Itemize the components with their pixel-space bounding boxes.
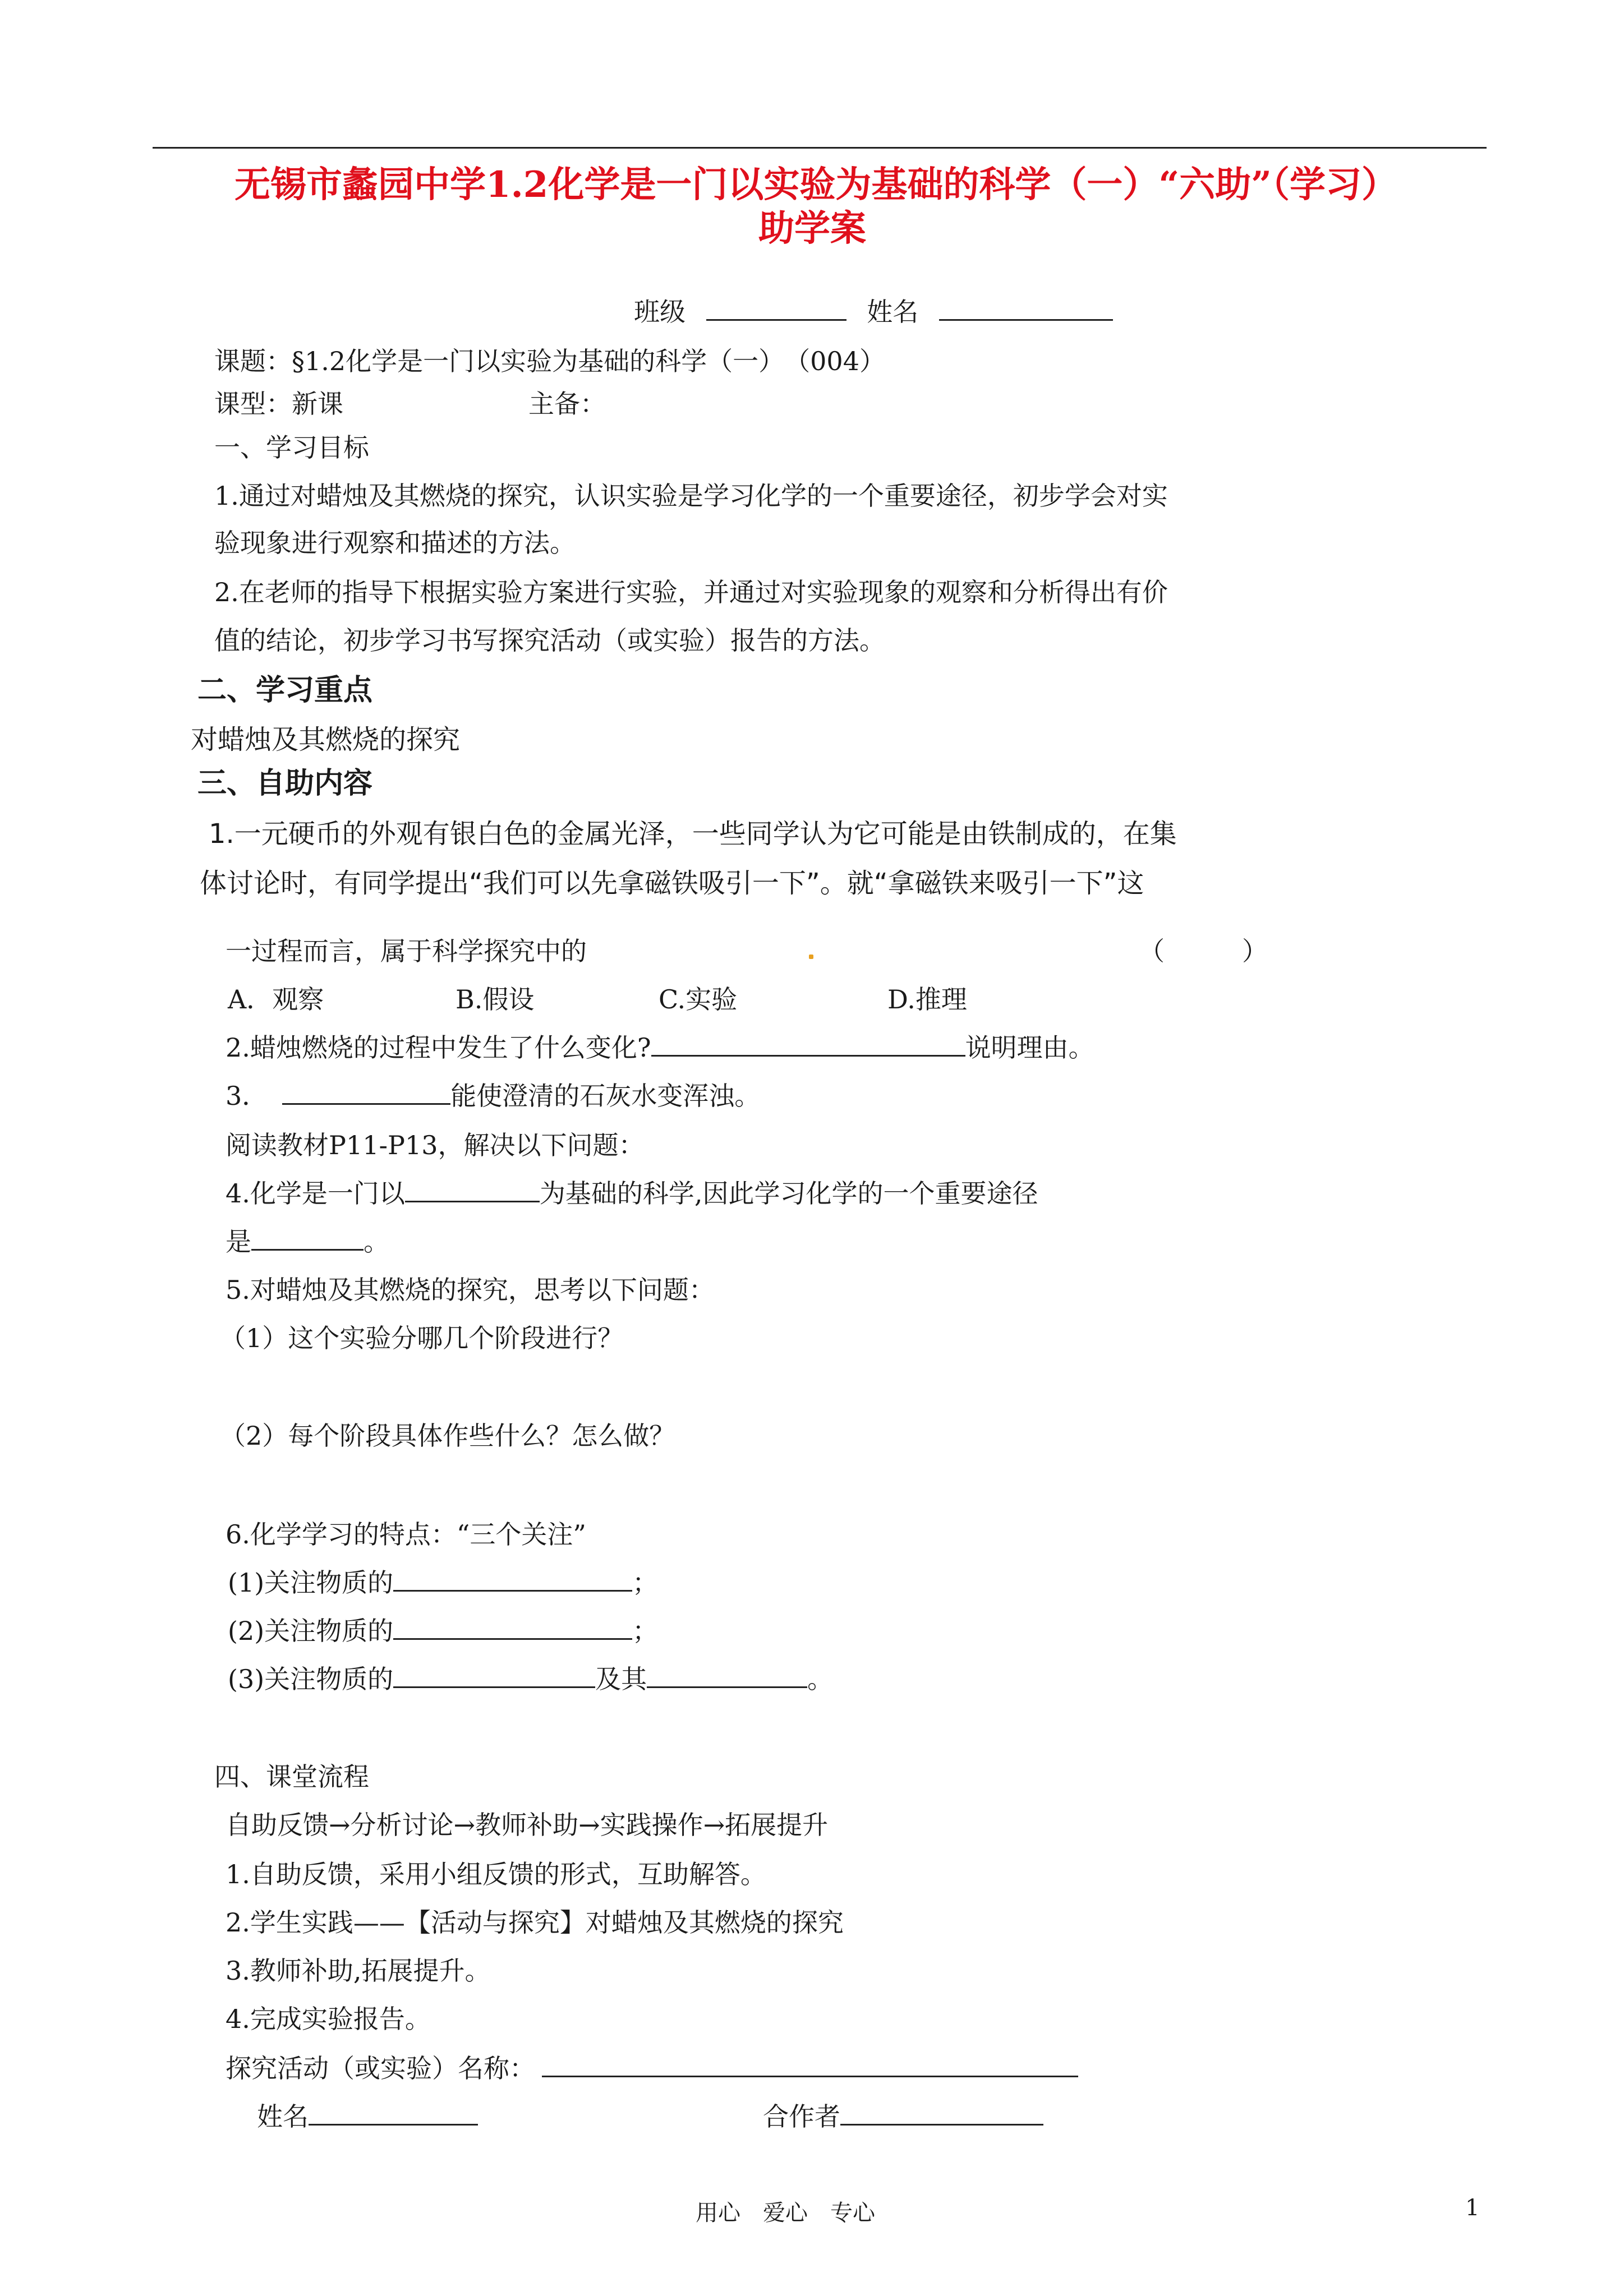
q4-blank-2[interactable] [251,1227,364,1251]
title-line-1: 无锡市蠡园中学1.2化学是一门以实验为基础的科学（一）“六助”（学习） [234,164,1397,206]
page-number: 1 [1465,2195,1480,2221]
step-1: 1.自助反馈，采用小组反馈的形式，互助解答。 [226,1859,766,1889]
q4-blank-1[interactable] [405,1178,540,1202]
q6-item-1 [228,1562,658,1599]
q3-text: 能使澄清的石灰水变浑浊。 [450,1081,761,1111]
q5-sub-1: （1）这个实验分哪几个阶段进行？ [220,1323,624,1353]
q6-item-2-text: (2)关注物质的 [228,1616,394,1646]
section3-heading: 三、自助内容 [197,767,373,800]
partner-label: 合作者 [763,2101,840,2132]
footer-motto: 用心 爱心 专心 [696,2200,875,2226]
option-b: B.假设 [456,984,535,1015]
q1-line-2: 体讨论时，有同学提出“我们可以先拿磁铁吸引一下”。就“拿磁铁来吸引一下”这 [200,868,1144,899]
q2-line [226,1027,1094,1064]
goal-line-3: 2.在老师的指导下根据实验方案进行实验，并通过对实验现象的观察和分析得出有价 [214,577,1168,607]
section1-heading: 一、学习目标 [214,432,369,463]
name-blank[interactable] [939,297,1113,321]
report-name-line [257,2096,478,2133]
title-line-2: 助学案 [758,208,866,250]
activity-name-blank[interactable] [542,2053,1078,2077]
report-name-label: 姓名 [257,2101,309,2132]
activity-name-line [226,2048,1078,2085]
partner-blank[interactable] [840,2101,1043,2126]
q6-item-2-semicolon: ； [632,1616,659,1646]
reading-note: 阅读教材P11-P13，解决以下问题： [226,1130,645,1160]
q6-blank-2[interactable] [393,1616,632,1640]
step-4: 4.完成实验报告。 [226,2004,431,2034]
class-label: 班级 [634,297,686,327]
q4-text-b: 为基础的科学,因此学习化学的一个重要途径 [539,1178,1038,1209]
q2-text: 2.蜡烛燃烧的过程中发生了什么变化? [226,1032,651,1063]
partner-line [763,2096,1043,2133]
option-a: A．观察 [228,984,324,1015]
step-3: 3.教师补助,拓展提升。 [226,1956,491,1986]
q6-item-3 [228,1659,833,1696]
q6-item-3-text: (3)关注物质的 [228,1664,394,1694]
class-blank[interactable] [706,297,846,321]
option-c: C.实验 [659,984,738,1015]
q6-item-3-text-b: 及其 [595,1664,647,1694]
q1-line-3: 一过程而言，属于科学探究中的 [226,936,587,966]
goal-line-4: 值的结论，初步学习书写探究活动（或实验）报告的方法。 [214,625,885,656]
q4-text-a: 4.化学是一门以 [226,1178,405,1209]
flow-line: 自助反馈→分析讨论→教师补助→实践操作→拓展提升 [226,1810,829,1840]
class-name-row [634,292,1113,329]
report-name-blank[interactable] [309,2101,478,2126]
option-d: D.推理 [887,984,967,1015]
q6-item-3-period: 。 [807,1664,834,1694]
q1-line-1: 1.一元硬币的外观有银白色的金属光泽，一些同学认为它可能是由铁制成的，在集 [209,818,1177,850]
q6-blank-1[interactable] [393,1567,632,1592]
q6-item-1-semicolon: ； [632,1567,659,1598]
name-label: 姓名 [867,297,919,327]
q5-sub-2: （2）每个阶段具体作些什么？怎么做？ [220,1421,675,1451]
activity-label: 探究活动（或实验）名称： [226,2053,535,2083]
top-rule [153,147,1487,149]
q3-number: 3． [226,1081,268,1111]
q4-text-c: 是 [226,1227,251,1257]
goal-line-1: 1.通过对蜡烛及其燃烧的探究，认识实验是学习化学的一个重要途径，初步学会对实 [214,481,1168,511]
q5-line: 5.对蜡烛及其燃烧的探究，思考以下问题： [226,1275,715,1305]
q6-blank-4[interactable] [647,1664,807,1688]
q6-item-2 [228,1611,658,1648]
lesson-type: 课型：新课 [214,389,343,419]
step-2: 2.学生实践——【活动与探究】对蜡烛及其燃烧的探究 [226,1907,844,1938]
q3-line [226,1076,760,1113]
q1-answer-paren[interactable]: （ ） [1139,936,1268,966]
topic-line: 课题：§1.2化学是一门以实验为基础的科学（一） （004） [214,346,885,376]
q2-blank[interactable] [651,1032,965,1057]
section2-content: 对蜡烛及其燃烧的探究 [191,724,461,755]
q6-line: 6.化学学习的特点：“三个关注” [226,1519,586,1550]
goal-line-2: 验现象进行观察和描述的方法。 [214,528,576,558]
q6-blank-3[interactable] [393,1664,595,1688]
section4-heading: 四、课堂流程 [214,1762,369,1792]
q6-item-1-text: (1)关注物质的 [228,1567,394,1598]
dot-mark [809,955,813,959]
q3-blank[interactable] [282,1081,450,1105]
q4-line-2 [226,1221,389,1258]
q2-reason: 说明理由。 [965,1032,1094,1063]
section2-heading: 二、学习重点 [197,674,373,707]
q4-text-d: 。 [364,1227,389,1257]
q4-line-1 [226,1173,1038,1210]
prep-label: 主备： [528,389,606,419]
